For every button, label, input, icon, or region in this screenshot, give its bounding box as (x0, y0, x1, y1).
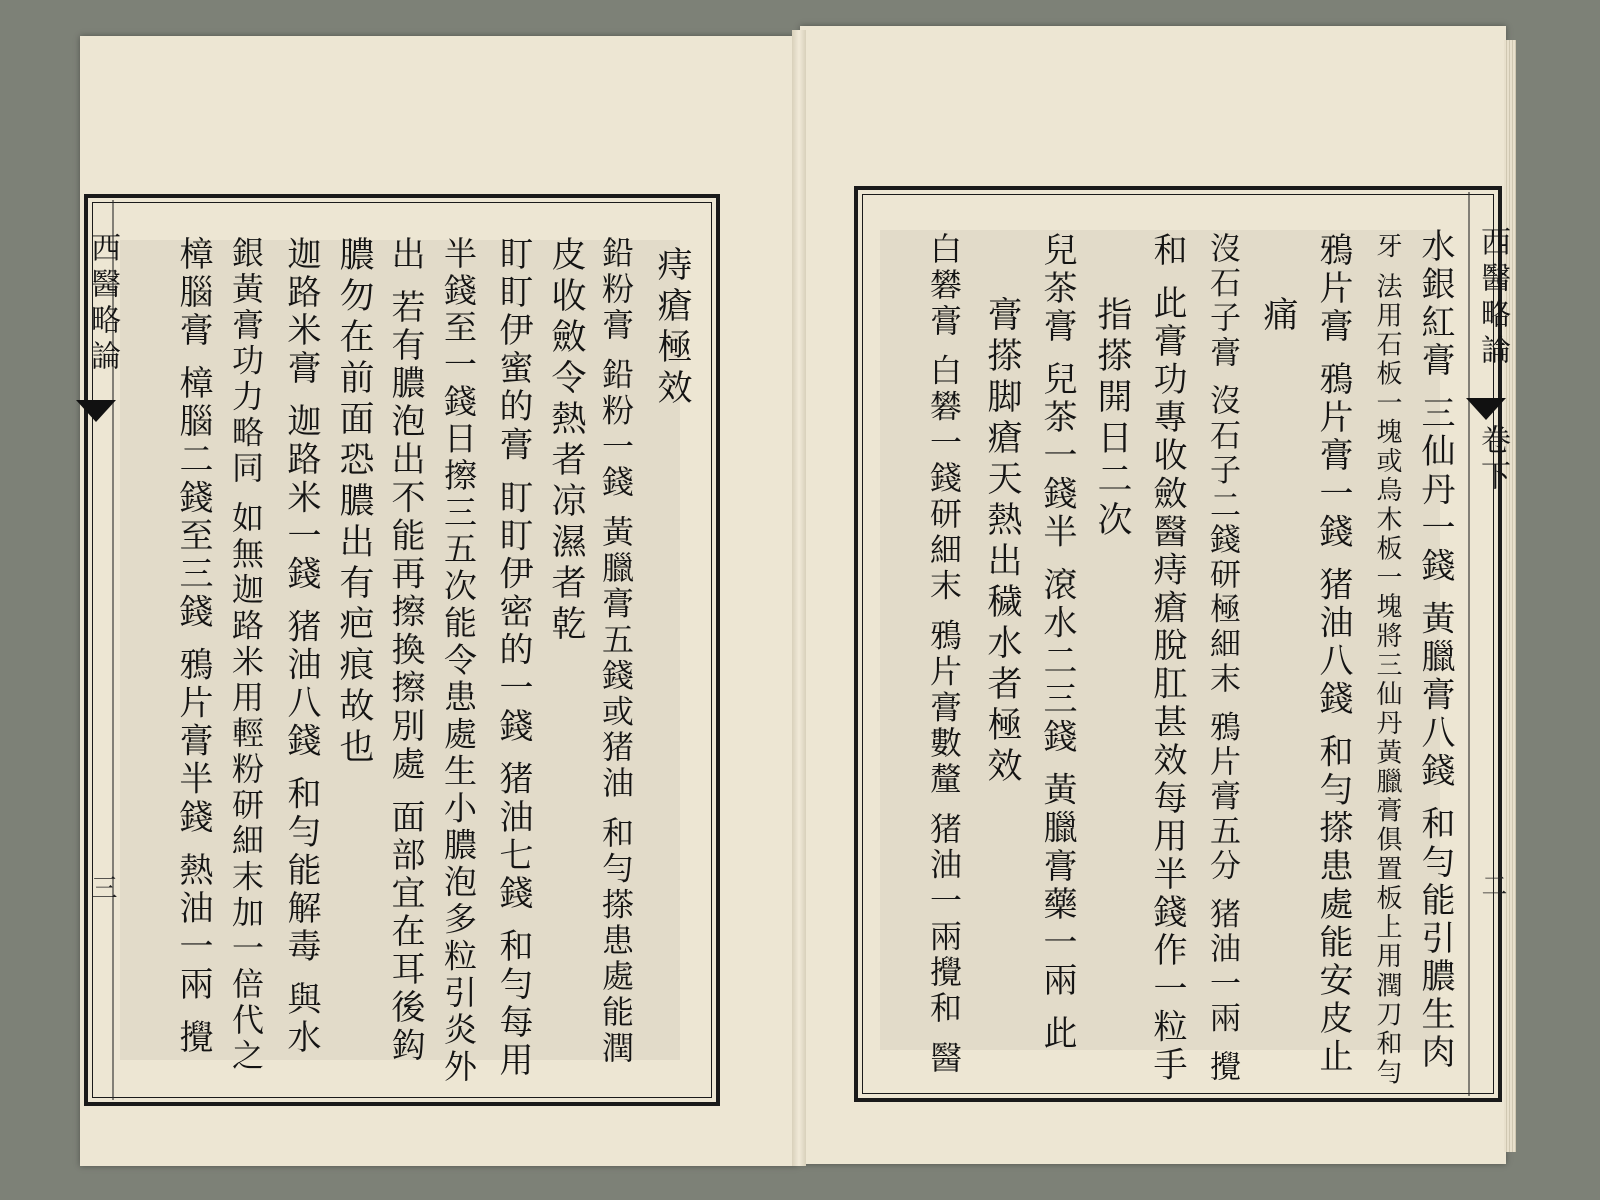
left-column-9: 銀黃膏功力略同 如無迦路米用輕粉研細末加一倍代之 (227, 236, 265, 1075)
right-column-9: 膏搽脚瘡天熱出穢水者極效 (982, 296, 1022, 788)
left-column-3: 皮收斂令熱者凉濕者乾 (546, 236, 586, 646)
right-column-7: 指搽開日二次 (1092, 296, 1132, 542)
left-column-7: 膿勿在前面恐膿出有疤痕故也 (334, 236, 374, 769)
right-running-head: 西醫略論 (1475, 226, 1510, 370)
left-column-2: 鉛粉膏 鉛粉一錢 黃臘膏五錢或猪油 和勻搽患處能潤 (597, 236, 635, 1067)
right-column-4: 痛 (1258, 296, 1298, 337)
left-column-1: 痔瘡極效 (652, 246, 692, 410)
left-fishtail-mark (76, 400, 116, 422)
right-column-2: 牙 法用石板一塊或烏木板一塊將三仙丹黃臘膏俱置板上用潤刀和勻 (1372, 232, 1402, 1088)
left-column-5: 半錢至一錢日擦三五次能令患處生小膿泡多粒引炎外 (439, 236, 478, 1087)
left-column-6: 出 若有膿泡出不能再擦換擦別處 面部宜在耳後鈎 (385, 236, 425, 1066)
right-fishtail-mark (1466, 398, 1506, 420)
right-column-5: 沒石子膏 沒石子二錢研極細末 鴉片膏五分 猪油一兩 攪 (1204, 232, 1240, 1085)
right-column-6: 和 此膏功專收斂醫痔瘡脫肛甚效每用半錢作一粒手 (1147, 232, 1187, 1085)
left-column-4: 盯盯伊蜜的膏 盯盯伊密的一錢 猪油七錢 和勻每用 (493, 236, 533, 1081)
right-column-10: 白礬膏 白礬一錢研細末 鴉片膏數釐 猪油一兩攪和 醫 (925, 232, 963, 1077)
book-gutter (792, 30, 806, 1166)
left-folio: 三 (87, 874, 117, 900)
right-folio: 二 (1477, 872, 1507, 898)
left-column-8: 迦路米膏 迦路米一錢 猪油八錢 和勻能解毒 與水 (281, 236, 321, 1058)
right-volume-label: 卷下 (1475, 424, 1510, 496)
left-column-10: 樟腦膏 樟腦二錢至三錢 鴉片膏半錢 熱油一兩 攪 (173, 236, 213, 1058)
right-column-3: 鴉片膏 鴉片膏一錢 猪油八錢 和勻搽患處能安皮止 (1313, 232, 1353, 1077)
page-edges (1504, 40, 1516, 1152)
right-column-8: 兒茶膏 兒茶一錢半 滾水二三錢 黃臘膏藥一兩 此 (1037, 232, 1077, 1054)
left-running-head: 西醫略論 (85, 232, 120, 376)
right-column-1: 水銀紅膏 三仙丹一錢 黃臘膏八錢 和勻能引膿生肉 (1415, 228, 1455, 1073)
